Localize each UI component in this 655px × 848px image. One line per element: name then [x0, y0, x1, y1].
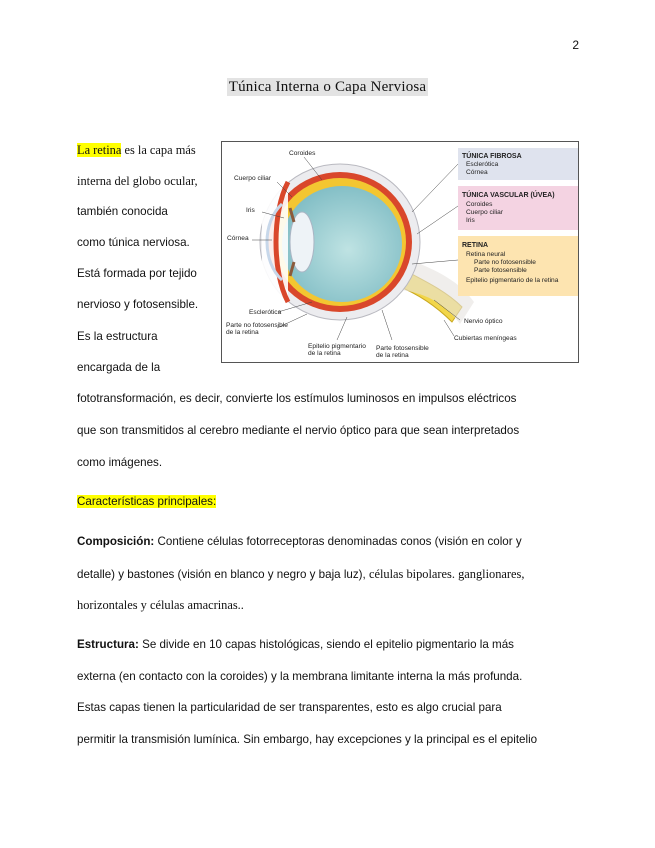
label-parte-no-foto-2: de la retina: [226, 329, 259, 336]
legend-fibrosa-item-1: Esclerótica: [466, 161, 499, 168]
label-epitelio-1: Epitelio pigmentario: [308, 343, 366, 350]
section-heading: Características principales:: [77, 495, 217, 508]
composicion-line-2: detalle) y bastones (visión en blanco y negro y baja luz), células bipolares. ganglionares,: [77, 567, 525, 581]
estructura-line-3: Estas capas tienen la particularidad de ser transparentes, esto es algo crucial para: [77, 701, 502, 714]
composicion-label: Composición:: [77, 535, 155, 548]
legend-vascular-item-2: Cuerpo ciliar: [466, 209, 504, 216]
label-parte-foto-1: Parte fotosensible: [376, 345, 429, 352]
intro-line-7: Es la estructura: [77, 330, 158, 343]
estructura-line-1: Estructura: Se divide en 10 capas histológicas, siendo el epitelio pigmentario la más: [77, 638, 514, 651]
intro-line-2: interna del globo ocular,: [77, 174, 198, 188]
intro-line-9: fototransformación, es decir, convierte los estímulos luminosos en impulsos eléctricos: [77, 392, 517, 405]
highlighted-term: La retina: [77, 143, 122, 157]
eye-diagram: [222, 142, 578, 362]
estructura-line-4: permitir la transmisión lumínica. Sin embargo, hay excepciones y la principal es el epitelio: [77, 733, 538, 746]
legend-fibrosa-item-2: Córnea: [466, 169, 488, 176]
intro-line-6: nervioso y fotosensible.: [77, 298, 199, 311]
legend-vascular-title: TÚNICA VASCULAR (ÚVEA): [462, 192, 555, 199]
composicion-line-1: Composición: Contiene células fotorreceptoras denominadas conos (visión en color y: [77, 535, 522, 548]
label-nervio-optico: Nervio óptico: [464, 318, 503, 325]
legend-fibrosa-title: TÚNICA FIBROSA: [462, 153, 522, 160]
intro-line-5: Está formada por tejido: [77, 267, 197, 280]
intro-line-8: encargada de la: [77, 361, 161, 374]
label-cornea: Córnea: [227, 235, 249, 242]
label-cubiertas: Cubiertas meníngeas: [454, 335, 517, 342]
page-number: 2: [572, 38, 579, 52]
intro-line-1: La retina es la capa más: [77, 143, 196, 157]
intro-line-3: también conocida: [77, 205, 168, 218]
label-cuerpo-ciliar: Cuerpo ciliar: [234, 175, 272, 182]
intro-line-4: como túnica nerviosa.: [77, 236, 190, 249]
label-parte-foto-2: de la retina: [376, 352, 409, 359]
composicion-line-3: horizontales y células amacrinas..: [77, 598, 244, 612]
label-coroides: Coroides: [289, 150, 316, 157]
intro-line-11: como imágenes.: [77, 456, 163, 469]
legend-retina-item-1: Retina neural: [466, 251, 506, 258]
legend-retina-item-4: Epitelio pigmentario de la retina: [466, 277, 559, 284]
legend-retina-title: RETINA: [462, 242, 489, 249]
legend-vascular-item-3: Iris: [466, 217, 475, 224]
page-title: Túnica Interna o Capa Nerviosa: [228, 79, 427, 95]
label-iris: Iris: [246, 207, 255, 214]
label-epitelio-2: de la retina: [308, 350, 341, 357]
intro-line-10: que son transmitidos al cerebro mediante el nervio óptico para que sean interpretados: [77, 424, 520, 437]
eye-anatomy-figure: [221, 141, 579, 363]
legend-retina-item-2: Parte no fotosensible: [474, 259, 536, 266]
legend-retina-item-3: Parte fotosensible: [474, 267, 527, 274]
estructura-label: Estructura:: [77, 638, 139, 651]
estructura-line-2: externa (en contacto con la coroides) y la membrana limitante interna la más profunda.: [77, 670, 523, 683]
label-parte-no-foto-1: Parte no fotosensible: [226, 322, 288, 329]
legend-vascular-item-1: Coroides: [466, 201, 493, 208]
label-esclerotica: Esclerótica: [249, 309, 282, 316]
